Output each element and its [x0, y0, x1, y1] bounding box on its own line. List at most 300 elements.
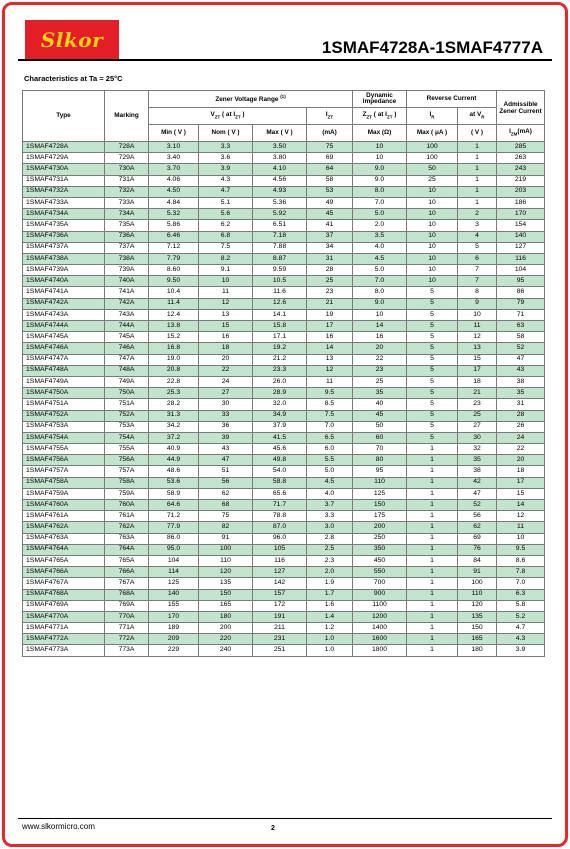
cell-vz-nom: 6.2 — [199, 220, 253, 231]
cell-vz-min: 4.84 — [149, 197, 199, 208]
cell-type: 1SMAF4730A — [23, 164, 105, 175]
cell-izt: 23 — [307, 287, 353, 298]
cell-izt: 3.0 — [307, 522, 353, 533]
cell-ir-max: 100 — [407, 153, 458, 164]
cell-zzt-max: 45 — [353, 410, 407, 421]
table-row — [23, 444, 545, 455]
cell-vz-min: 3.10 — [149, 142, 199, 153]
cell-vz-nom: 8.2 — [199, 253, 253, 264]
header-ir — [407, 108, 458, 125]
cell-izm: 12 — [497, 511, 545, 522]
cell-izm: 203 — [497, 186, 545, 197]
cell-izt: 34 — [307, 242, 353, 253]
cell-zzt-max: 25 — [353, 376, 407, 387]
table-row — [23, 511, 545, 522]
izm-label: I — [509, 128, 511, 136]
cell-vr: 1 — [458, 197, 497, 208]
cell-vr: 5 — [458, 242, 497, 253]
izm-unit: (mA) — [517, 128, 532, 136]
cell-marking: 756A — [105, 455, 149, 466]
cell-izt: 14 — [307, 343, 353, 354]
cell-izt: 9.5 — [307, 388, 353, 399]
cell-vr: 23 — [458, 399, 497, 410]
cell-type: 1SMAF4762A — [23, 522, 105, 533]
table-row — [23, 432, 545, 443]
cell-izt: 28 — [307, 265, 353, 276]
header-at-vr — [458, 108, 497, 125]
cell-vz-max: 127 — [253, 567, 307, 578]
cell-vz-max: 231 — [253, 634, 307, 645]
cell-izm: 8.6 — [497, 555, 545, 566]
cell-vz-max: 45.6 — [253, 444, 307, 455]
cell-vz-min: 12.4 — [149, 309, 199, 320]
header-type: Type — [23, 91, 105, 142]
cell-vz-nom: 4.7 — [199, 186, 253, 197]
cell-izm: 58 — [497, 332, 545, 343]
cell-ir-max: 10 — [407, 242, 458, 253]
cell-zzt-max: 80 — [353, 455, 407, 466]
cell-izt: 1.2 — [307, 623, 353, 634]
cell-marking: 768A — [105, 589, 149, 600]
cell-vr: 7 — [458, 276, 497, 287]
cell-ir-max: 1 — [407, 444, 458, 455]
cell-ir-max: 1 — [407, 589, 458, 600]
cell-izt: 8.5 — [307, 399, 353, 410]
cell-zzt-max: 450 — [353, 555, 407, 566]
cell-izt: 25 — [307, 276, 353, 287]
table-row — [23, 253, 545, 264]
cell-izm: 26 — [497, 421, 545, 432]
cell-izt: 2.5 — [307, 544, 353, 555]
cell-vz-nom: 20 — [199, 354, 253, 365]
table-row — [23, 220, 545, 231]
table-row — [23, 410, 545, 421]
cell-zzt-max: 20 — [353, 343, 407, 354]
cell-vz-max: 54.0 — [253, 466, 307, 477]
cell-vz-max: 19.2 — [253, 343, 307, 354]
cell-type: 1SMAF4749A — [23, 376, 105, 387]
cell-zzt-max: 550 — [353, 567, 407, 578]
cell-izm: 14 — [497, 500, 545, 511]
cell-type: 1SMAF4750A — [23, 388, 105, 399]
cell-marking: 749A — [105, 376, 149, 387]
cell-zzt-max: 900 — [353, 589, 407, 600]
cell-type: 1SMAF4747A — [23, 354, 105, 365]
cell-marking: 755A — [105, 444, 149, 455]
cell-vr: 12 — [458, 332, 497, 343]
cell-vr: 120 — [458, 600, 497, 611]
cell-zzt-max: 700 — [353, 578, 407, 589]
header-marking: Marking — [105, 91, 149, 142]
cell-vz-nom: 6.8 — [199, 231, 253, 242]
cell-marking: 739A — [105, 265, 149, 276]
cell-ir-max: 1 — [407, 544, 458, 555]
cell-izm: 15 — [497, 488, 545, 499]
cell-izt: 45 — [307, 209, 353, 220]
cell-izm: 11 — [497, 522, 545, 533]
cell-type: 1SMAF4748A — [23, 365, 105, 376]
cell-vz-min: 22.8 — [149, 376, 199, 387]
cell-ir-max: 1 — [407, 488, 458, 499]
cell-vz-max: 5.36 — [253, 197, 307, 208]
cell-vr: 32 — [458, 444, 497, 455]
cell-vz-min: 13.8 — [149, 321, 199, 332]
cell-ir-max: 10 — [407, 231, 458, 242]
cell-marking: 757A — [105, 466, 149, 477]
cell-type: 1SMAF4771A — [23, 623, 105, 634]
cell-izt: 11 — [307, 376, 353, 387]
cell-vz-min: 9.50 — [149, 276, 199, 287]
cell-vz-min: 25.3 — [149, 388, 199, 399]
cell-izt: 1.7 — [307, 589, 353, 600]
cell-vz-nom: 3.6 — [199, 153, 253, 164]
brand-logo — [25, 20, 119, 60]
cell-vz-max: 21.2 — [253, 354, 307, 365]
cell-zzt-max: 22 — [353, 354, 407, 365]
cell-vz-max: 34.9 — [253, 410, 307, 421]
cell-zzt-max: 175 — [353, 511, 407, 522]
cell-izm: 243 — [497, 164, 545, 175]
cell-vz-min: 58.9 — [149, 488, 199, 499]
cell-vz-nom: 36 — [199, 421, 253, 432]
table-row — [23, 611, 545, 622]
cell-vz-max: 37.9 — [253, 421, 307, 432]
cell-zzt-max: 7.0 — [353, 276, 407, 287]
cell-type: 1SMAF4743A — [23, 309, 105, 320]
cell-vz-max: 65.6 — [253, 488, 307, 499]
cell-ir-max: 100 — [407, 142, 458, 153]
cell-marking: 750A — [105, 388, 149, 399]
cell-vr: 3 — [458, 220, 497, 231]
cell-marking: 741A — [105, 287, 149, 298]
cell-izt: 31 — [307, 253, 353, 264]
cell-vz-max: 71.7 — [253, 500, 307, 511]
cell-izm: 140 — [497, 231, 545, 242]
cell-marking: 771A — [105, 623, 149, 634]
cell-zzt-max: 5.0 — [353, 265, 407, 276]
table-row — [23, 142, 545, 153]
table-row — [23, 544, 545, 555]
cell-zzt-max: 16 — [353, 332, 407, 343]
cell-ir-max: 1 — [407, 578, 458, 589]
cell-vz-max: 9.59 — [253, 265, 307, 276]
cell-izt: 7.5 — [307, 410, 353, 421]
table-row — [23, 175, 545, 186]
header-zener-voltage-range — [149, 91, 353, 108]
header-izt — [307, 108, 353, 125]
header-max-ohm: Max (Ω) — [353, 125, 407, 142]
cell-vz-max: 3.80 — [253, 153, 307, 164]
cell-izt: 5.0 — [307, 466, 353, 477]
cell-izm: 38 — [497, 376, 545, 387]
table-row — [23, 399, 545, 410]
ir-label: I — [429, 111, 432, 119]
vzt-at-sub: ZT — [235, 114, 241, 120]
cell-ir-max: 10 — [407, 253, 458, 264]
cell-vz-nom: 165 — [199, 600, 253, 611]
cell-marking: 738A — [105, 253, 149, 264]
cell-ir-max: 1 — [407, 455, 458, 466]
cell-vz-nom: 75 — [199, 511, 253, 522]
cell-marking: 736A — [105, 231, 149, 242]
table-row — [23, 623, 545, 634]
cell-vz-max: 17.1 — [253, 332, 307, 343]
cell-vz-max: 157 — [253, 589, 307, 600]
cell-vz-nom: 39 — [199, 432, 253, 443]
cell-vz-min: 37.2 — [149, 432, 199, 443]
cell-vz-nom: 150 — [199, 589, 253, 600]
cell-type: 1SMAF4763A — [23, 533, 105, 544]
cell-type: 1SMAF4729A — [23, 153, 105, 164]
cell-vr: 91 — [458, 567, 497, 578]
table-row — [23, 388, 545, 399]
table-row — [23, 600, 545, 611]
cell-izt: 2.3 — [307, 555, 353, 566]
table-row — [23, 287, 545, 298]
cell-zzt-max: 350 — [353, 544, 407, 555]
zzt-label: Z — [362, 111, 367, 119]
header-izt-unit: (mA) — [307, 125, 353, 142]
cell-vr: 8 — [458, 287, 497, 298]
cell-vr: 165 — [458, 634, 497, 645]
cell-ir-max: 5 — [407, 298, 458, 309]
cell-izt: 19 — [307, 309, 353, 320]
cell-vr: 42 — [458, 477, 497, 488]
cell-vr: 6 — [458, 253, 497, 264]
table-row — [23, 197, 545, 208]
zzt-at: ( at I — [372, 111, 387, 119]
cell-izm: 170 — [497, 209, 545, 220]
cell-izm: 219 — [497, 175, 545, 186]
cell-type: 1SMAF4745A — [23, 332, 105, 343]
header-note-ref: (1) — [280, 93, 286, 99]
cell-vr: 52 — [458, 500, 497, 511]
cell-vz-nom: 5.1 — [199, 197, 253, 208]
cell-vz-nom: 13 — [199, 309, 253, 320]
header-v-unit: ( V ) — [458, 125, 497, 142]
header-izm — [497, 125, 545, 142]
table-row — [23, 589, 545, 600]
cell-izt: 21 — [307, 298, 353, 309]
cell-vz-min: 7.79 — [149, 253, 199, 264]
cell-ir-max: 10 — [407, 209, 458, 220]
cell-vz-max: 15.8 — [253, 321, 307, 332]
header-divider — [18, 59, 552, 61]
cell-marking: 765A — [105, 555, 149, 566]
cell-izt: 13 — [307, 354, 353, 365]
cell-ir-max: 5 — [407, 388, 458, 399]
cell-izt: 1.4 — [307, 611, 353, 622]
cell-marking: 770A — [105, 611, 149, 622]
cell-vz-nom: 110 — [199, 555, 253, 566]
cell-vz-min: 140 — [149, 589, 199, 600]
cell-izm: 4.3 — [497, 634, 545, 645]
cell-izm: 71 — [497, 309, 545, 320]
cell-zzt-max: 23 — [353, 365, 407, 376]
cell-marking: 746A — [105, 343, 149, 354]
cell-type: 1SMAF4733A — [23, 197, 105, 208]
cell-vr: 30 — [458, 432, 497, 443]
cell-ir-max: 1 — [407, 611, 458, 622]
vzt-sub: ZT — [214, 114, 221, 120]
cell-marking: 732A — [105, 186, 149, 197]
cell-izm: 4.7 — [497, 623, 545, 634]
table-row — [23, 376, 545, 387]
cell-vz-nom: 18 — [199, 343, 253, 354]
table-row — [23, 343, 545, 354]
cell-vr: 7 — [458, 265, 497, 276]
cell-vz-max: 7.18 — [253, 231, 307, 242]
cell-vz-min: 15.2 — [149, 332, 199, 343]
cell-type: 1SMAF4752A — [23, 410, 105, 421]
cell-vz-max: 6.51 — [253, 220, 307, 231]
cell-vz-max: 172 — [253, 600, 307, 611]
cell-zzt-max: 1400 — [353, 623, 407, 634]
cell-ir-max: 5 — [407, 432, 458, 443]
cell-marking: 747A — [105, 354, 149, 365]
cell-vr: 18 — [458, 376, 497, 387]
table-row — [23, 153, 545, 164]
cell-vz-max: 7.88 — [253, 242, 307, 253]
cell-vz-nom: 51 — [199, 466, 253, 477]
header-dyn-line1: Dynamic — [366, 92, 393, 99]
cell-vz-max: 142 — [253, 578, 307, 589]
cell-ir-max: 5 — [407, 376, 458, 387]
cell-vz-nom: 4.3 — [199, 175, 253, 186]
cell-zzt-max: 5.0 — [353, 209, 407, 220]
cell-zzt-max: 2.0 — [353, 220, 407, 231]
cell-vz-nom: 62 — [199, 488, 253, 499]
cell-type: 1SMAF4769A — [23, 600, 105, 611]
cell-izm: 43 — [497, 365, 545, 376]
cell-izm: 95 — [497, 276, 545, 287]
cell-marking: 728A — [105, 142, 149, 153]
cell-izm: 24 — [497, 432, 545, 443]
cell-vz-nom: 220 — [199, 634, 253, 645]
cell-zzt-max: 1600 — [353, 634, 407, 645]
cell-izm: 17 — [497, 477, 545, 488]
cell-ir-max: 10 — [407, 220, 458, 231]
cell-type: 1SMAF4759A — [23, 488, 105, 499]
table-row — [23, 477, 545, 488]
cell-ir-max: 1 — [407, 500, 458, 511]
cell-vr: 21 — [458, 388, 497, 399]
cell-type: 1SMAF4768A — [23, 589, 105, 600]
cell-zzt-max: 1800 — [353, 645, 407, 656]
cell-vr: 11 — [458, 321, 497, 332]
cell-type: 1SMAF4740A — [23, 276, 105, 287]
cell-vz-nom: 120 — [199, 567, 253, 578]
cell-izm: 186 — [497, 197, 545, 208]
table-row — [23, 242, 545, 253]
cell-type: 1SMAF4772A — [23, 634, 105, 645]
cell-vz-max: 4.93 — [253, 186, 307, 197]
table-row — [23, 567, 545, 578]
cell-izt: 53 — [307, 186, 353, 197]
cell-vz-max: 251 — [253, 645, 307, 656]
header-nom-v: Nom ( V ) — [199, 125, 253, 142]
cell-izt: 2.8 — [307, 533, 353, 544]
cell-ir-max: 10 — [407, 186, 458, 197]
cell-vr: 47 — [458, 488, 497, 499]
cell-izm: 52 — [497, 343, 545, 354]
cell-vr: 2 — [458, 209, 497, 220]
cell-vz-nom: 24 — [199, 376, 253, 387]
cell-vr: 25 — [458, 410, 497, 421]
cell-vz-max: 14.1 — [253, 309, 307, 320]
cell-zzt-max: 70 — [353, 444, 407, 455]
cell-type: 1SMAF4758A — [23, 477, 105, 488]
cell-ir-max: 5 — [407, 332, 458, 343]
cell-type: 1SMAF4766A — [23, 567, 105, 578]
header-max-v: Max ( V ) — [253, 125, 307, 142]
cell-ir-max: 1 — [407, 623, 458, 634]
cell-izt: 1.0 — [307, 645, 353, 656]
cell-type: 1SMAF4737A — [23, 242, 105, 253]
cell-vz-nom: 91 — [199, 533, 253, 544]
cell-type: 1SMAF4735A — [23, 220, 105, 231]
cell-vz-max: 12.6 — [253, 298, 307, 309]
cell-izm: 31 — [497, 399, 545, 410]
cell-izt: 37 — [307, 231, 353, 242]
header-reverse-current: Reverse Current — [407, 91, 497, 108]
header-adm-line1: Admissible — [503, 100, 538, 108]
header-zener-voltage-range-label: Zener Voltage Range — [215, 95, 279, 103]
at-vr-sub: R — [481, 114, 485, 120]
cell-vr: 9 — [458, 298, 497, 309]
cell-izm: 7.8 — [497, 567, 545, 578]
cell-zzt-max: 10 — [353, 153, 407, 164]
cell-marking: 752A — [105, 410, 149, 421]
cell-marking: 731A — [105, 175, 149, 186]
cell-type: 1SMAF4731A — [23, 175, 105, 186]
cell-marking: 763A — [105, 533, 149, 544]
cell-zzt-max: 4.5 — [353, 253, 407, 264]
cell-izt: 17 — [307, 321, 353, 332]
cell-type: 1SMAF4756A — [23, 455, 105, 466]
cell-ir-max: 5 — [407, 343, 458, 354]
cell-marking: 748A — [105, 365, 149, 376]
cell-izt: 1.9 — [307, 578, 353, 589]
cell-ir-max: 1 — [407, 511, 458, 522]
cell-vz-nom: 10 — [199, 276, 253, 287]
cell-vz-min: 16.8 — [149, 343, 199, 354]
cell-zzt-max: 1200 — [353, 611, 407, 622]
cell-vz-min: 229 — [149, 645, 199, 656]
cell-izm: 116 — [497, 253, 545, 264]
cell-vz-max: 5.92 — [253, 209, 307, 220]
cell-izt: 49 — [307, 197, 353, 208]
izt-sub: ZT — [327, 114, 334, 120]
cell-ir-max: 50 — [407, 164, 458, 175]
cell-vz-max: 26.0 — [253, 376, 307, 387]
cell-vz-min: 64.6 — [149, 500, 199, 511]
izt-label: I — [325, 111, 328, 119]
cell-ir-max: 10 — [407, 265, 458, 276]
cell-zzt-max: 95 — [353, 466, 407, 477]
cell-izt: 41 — [307, 220, 353, 231]
cell-vr: 110 — [458, 589, 497, 600]
cell-vz-nom: 3.9 — [199, 164, 253, 175]
cell-zzt-max: 125 — [353, 488, 407, 499]
table-row — [23, 209, 545, 220]
cell-vz-min: 28.2 — [149, 399, 199, 410]
cell-izm: 79 — [497, 298, 545, 309]
cell-vz-nom: 47 — [199, 455, 253, 466]
cell-izm: 7.0 — [497, 578, 545, 589]
cell-izt: 4.5 — [307, 477, 353, 488]
cell-izm: 263 — [497, 153, 545, 164]
